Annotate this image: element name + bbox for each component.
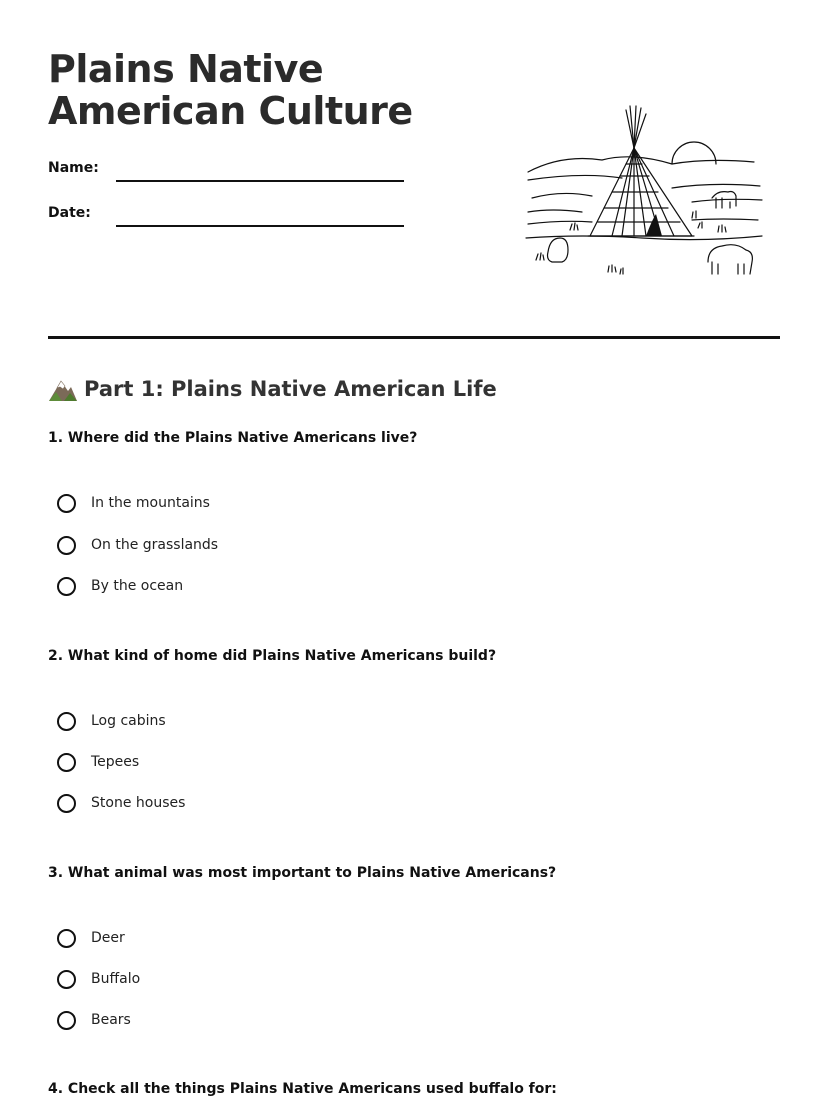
option-label: On the grasslands xyxy=(91,537,219,553)
question-1: 1. Where did the Plains Native Americans live? xyxy=(48,430,418,446)
radio-button[interactable] xyxy=(57,1011,76,1030)
page-title: Plains Native American Culture xyxy=(48,47,413,133)
section-heading-part-1 xyxy=(48,374,497,404)
question-4: 4. Check all the things Plains Native Americans used buffalo for: xyxy=(48,1081,557,1097)
option-label: Buffalo xyxy=(91,971,141,987)
radio-button[interactable] xyxy=(57,712,76,731)
radio-button[interactable] xyxy=(57,577,76,596)
radio-button[interactable] xyxy=(57,794,76,813)
option-label: By the ocean xyxy=(91,578,184,594)
name-label: Name: xyxy=(48,160,99,176)
option-q1-a[interactable] xyxy=(57,490,210,516)
radio-button[interactable] xyxy=(57,970,76,989)
option-label: Bears xyxy=(91,1012,131,1028)
option-label: Tepees xyxy=(91,754,140,770)
option-q3-c[interactable] xyxy=(57,1007,131,1033)
tepee-landscape-illustration xyxy=(522,102,766,282)
mountain-icon xyxy=(48,376,78,402)
name-field[interactable] xyxy=(48,160,408,190)
option-label: Deer xyxy=(91,930,125,946)
option-q2-a[interactable] xyxy=(57,708,166,734)
section-divider xyxy=(48,336,780,339)
radio-button[interactable] xyxy=(57,536,76,555)
section-title: Part 1: Plains Native American Life xyxy=(84,377,497,401)
name-line[interactable] xyxy=(116,180,404,182)
question-2: 2. What kind of home did Plains Native Americans build? xyxy=(48,648,497,664)
option-label: Log cabins xyxy=(91,713,166,729)
option-q1-b[interactable] xyxy=(57,532,218,558)
radio-button[interactable] xyxy=(57,929,76,948)
option-q2-c[interactable] xyxy=(57,790,185,816)
option-q3-a[interactable] xyxy=(57,925,125,951)
question-3: 3. What animal was most important to Plains Native Americans? xyxy=(48,865,557,881)
radio-button[interactable] xyxy=(57,753,76,772)
date-label: Date: xyxy=(48,205,91,221)
option-q2-b[interactable] xyxy=(57,749,139,775)
option-label: Stone houses xyxy=(91,795,186,811)
option-q1-c[interactable] xyxy=(57,573,183,599)
option-q3-b[interactable] xyxy=(57,966,140,992)
date-field[interactable] xyxy=(48,205,408,235)
radio-button[interactable] xyxy=(57,494,76,513)
option-label: In the mountains xyxy=(91,495,210,511)
date-line[interactable] xyxy=(116,225,404,227)
